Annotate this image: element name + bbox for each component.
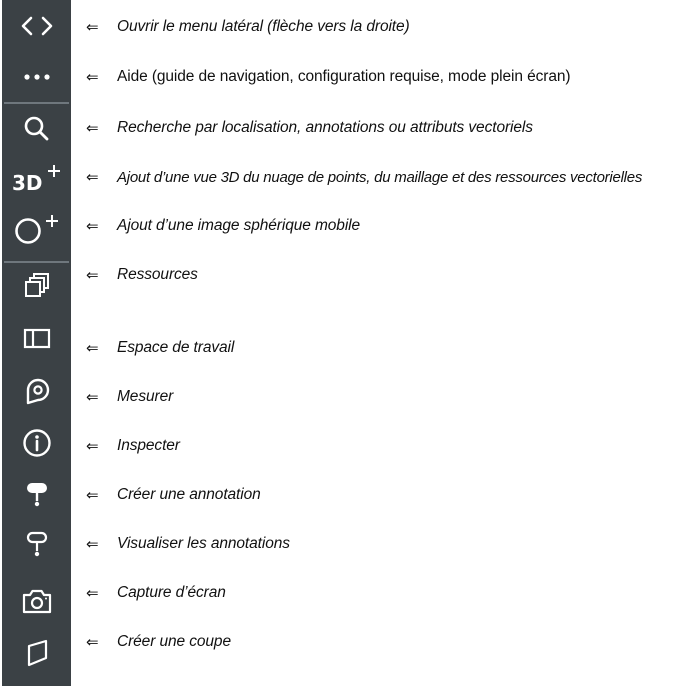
annotation-text: Créer une coupe — [117, 633, 231, 650]
measure-icon — [21, 375, 53, 407]
left-arrow-icon: ⇐ — [86, 18, 99, 36]
section-icon — [21, 637, 53, 669]
annotation-row — [86, 213, 360, 239]
left-arrow-icon: ⇐ — [86, 535, 99, 553]
left-arrow-icon: ⇐ — [86, 388, 99, 406]
annotation-text: Espace de travail — [117, 339, 235, 356]
annotation-text: Aide (guide de navigation, configuration requise, mode plein écran) — [117, 68, 571, 85]
annotation-row — [86, 262, 198, 288]
measure-button[interactable] — [2, 369, 71, 413]
search-icon — [21, 113, 53, 145]
annotation-row — [86, 335, 234, 361]
create-annotation-button[interactable] — [2, 472, 71, 516]
add-3d-label: 3D — [11, 171, 43, 195]
annotation-row — [86, 629, 231, 655]
screenshot-button[interactable] — [2, 579, 71, 623]
annotation-row — [86, 531, 290, 557]
camera-icon — [20, 585, 54, 617]
annotation-row — [86, 433, 180, 459]
annotation-row — [86, 115, 533, 141]
left-arrow-icon: ⇐ — [86, 217, 99, 235]
annotation-text: Ajout d’une vue 3D du nuage de points, du maillage et des ressources vectorielles — [117, 168, 643, 186]
left-arrow-icon: ⇐ — [86, 584, 99, 602]
annotation-row — [86, 482, 261, 508]
annotation-text: Mesurer — [117, 388, 174, 405]
annotation-text: Ouvrir le menu latéral (flèche vers la droite) — [117, 18, 410, 35]
annotation-text: Capture d’écran — [117, 584, 226, 601]
add-spherical-image-icon — [10, 210, 64, 246]
left-arrow-icon: ⇐ — [86, 266, 99, 284]
more-horizontal-icon — [17, 67, 57, 87]
annotation-text: Ressources — [117, 266, 198, 283]
left-arrow-icon: ⇐ — [86, 68, 99, 86]
left-arrow-icon: ⇐ — [86, 633, 99, 651]
annotation-row — [86, 64, 570, 90]
sidebar-separator — [4, 261, 69, 263]
annotation-row — [86, 384, 173, 410]
help-menu-button[interactable] — [2, 55, 71, 99]
annotation-row — [86, 164, 642, 190]
annotation-row — [86, 580, 226, 606]
add-spherical-image-button[interactable] — [2, 206, 71, 250]
left-arrow-icon: ⇐ — [86, 486, 99, 504]
add-3d-view-button[interactable] — [2, 156, 71, 200]
add-3d-view-icon — [10, 160, 64, 196]
left-arrow-icon: ⇐ — [86, 119, 99, 137]
create-annotation-icon — [21, 478, 53, 510]
resources-icon — [21, 270, 53, 302]
annotation-row — [86, 14, 410, 40]
search-button[interactable] — [2, 107, 71, 151]
workspace-icon — [21, 323, 53, 355]
sidebar-separator — [4, 102, 69, 104]
workspace-button[interactable] — [2, 317, 71, 361]
left-arrow-icon: ⇐ — [86, 168, 99, 186]
annotation-text: Recherche par localisation, annotations ou attributs vectoriels — [117, 119, 533, 136]
left-arrow-icon: ⇐ — [86, 437, 99, 455]
section-button[interactable] — [2, 631, 71, 675]
left-arrow-icon: ⇐ — [86, 339, 99, 357]
inspect-button[interactable] — [2, 421, 71, 465]
view-annotations-icon — [21, 528, 53, 560]
annotation-text: Créer une annotation — [117, 486, 261, 503]
resources-button[interactable] — [2, 264, 71, 308]
annotation-text: Ajout d’une image sphérique mobile — [117, 217, 361, 234]
chevrons-left-right-icon — [15, 11, 59, 41]
view-annotations-button[interactable] — [2, 522, 71, 566]
toggle-sidebar-button[interactable] — [2, 4, 71, 48]
annotation-text: Visualiser les annotations — [117, 535, 290, 552]
annotation-text: Inspecter — [117, 437, 180, 454]
info-icon — [20, 426, 54, 460]
